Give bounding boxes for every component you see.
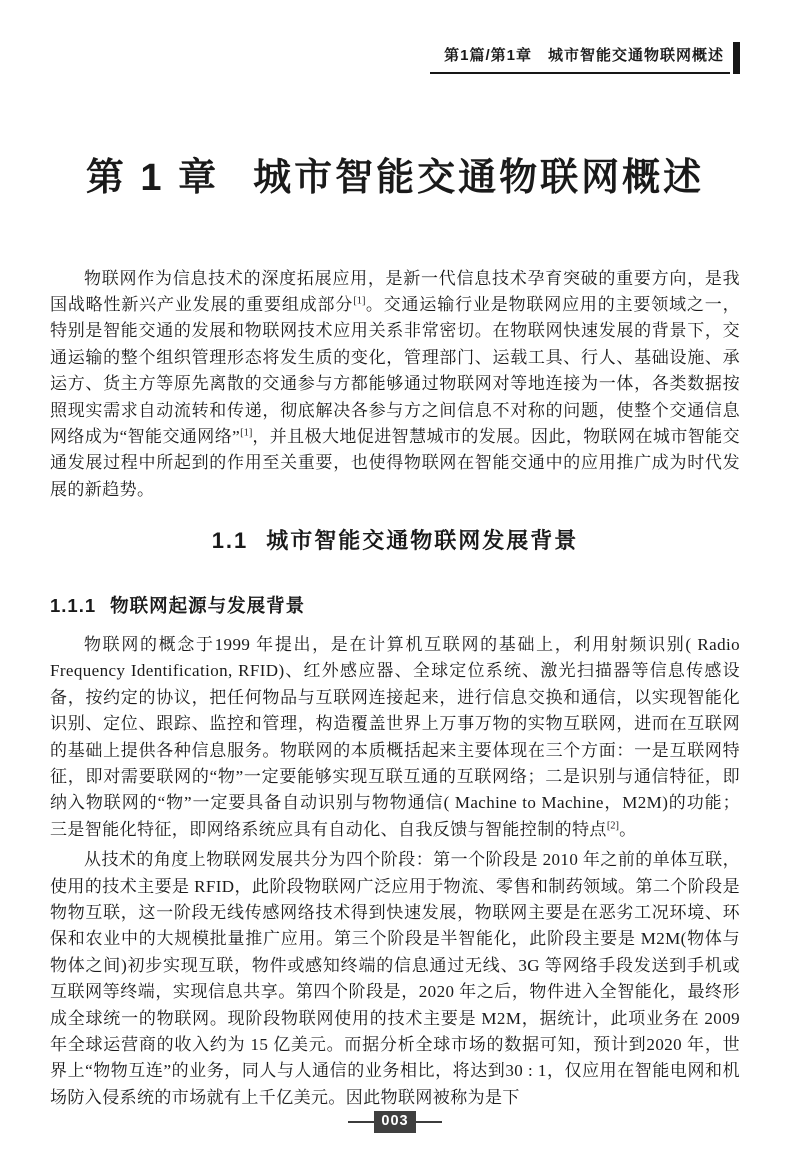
section-number: 1.1	[211, 528, 249, 554]
header-accent-bar	[733, 42, 740, 74]
section-title-text: 城市智能交通物联网发展背景	[266, 528, 579, 554]
chapter-title-text: 城市智能交通物联网概述	[253, 157, 705, 199]
origin-stages-paragraph: 从技术的角度上物联网发展共分为四个阶段：第一个阶段是 2010 年之前的单体互联，使用的技术主要是 RFID，此阶段物联网广泛应用于物流、零售和制药领域。第二个阶段是物物互联，这一阶段无线传感网络技术得到快速发展，物联网主要是在恶劣工况环境、环保和农业中的大规模批量推广应用。第三个阶段是半智能化，此阶段主要是 M2M(物体与物体之间)初步实现互联，物件或感知终端的信息通过无线、3G 等网络手段发送到手机或互联网等终端，实现信息共享。第四个阶段是，2020 年之后，物件进入全智能化，最终形成全球统一的物联网。现阶段物联网使用的技术主要是 M2M，据统计，此项业务在 2009 年全球运营商的收入约为 15 亿美元。而据分析全球市场的数据可知，预计到2020 年，世界上“物物互连”的业务，同人与人通信的业务相比，将达到30 : 1，仅应用在智能电网和机场防入侵系统的市场就有上千亿美元。因此物联网被称为是下	[50, 850, 740, 1107]
section-heading-1-1	[50, 527, 740, 556]
origin-concept-paragraph: 物联网的概念于1999 年提出，是在计算机互联网的基础上，利用射频识别( Radio Frequency Identification, RFID)、红外感应器、全球定位系统、激光扫描器等信息传感设备，按约定的协议，把任何物品与互联网连接起来，进行信息交换和通信，以实现智能化识别、定位、跟踪、监控和管理，构造覆盖世界上万事万物的实物互联网，进而在互联网的基础上提供各种信息服务。物联网的本质概括起来主要体现在三个方面：一是互联网特征，即对需要联网的“物”一定要能够实现互联互通的互联网络；二是识别与通信特征，即纳入物联网的“物”一定要具备自动识别与物物通信( Machine to Machine，M2M)的功能；三是智能化特征，即网络系统应具有自动化、自我反馈与智能控制的特点[2]。	[50, 634, 740, 839]
intro-paragraph: 物联网作为信息技术的深度拓展应用，是新一代信息技术孕育突破的重要方向，是我国战略性新兴产业发展的重要组成部分[1]。交通运输行业是物联网应用的主要领域之一，特别是智能交通的发展和物联网技术应用关系非常密切。在物联网快速发展的背景下，交通运输的整个组织管理形态将发生质的变化，管理部门、运载工具、行人、基础设施、承运方、货主方等原先离散的交通参与方都能够通过物联网对等地连接为一体，各类数据按照现实需求自动流转和传递，彻底解决各参与方之间信息不对称的问题，使整个交通信息网络成为“智能交通网络”[1]，并且极大地促进智慧城市的发展。因此，物联网在城市智能交通发展过程中所起到的作用至关重要，也使得物联网在智能交通中的应用推广成为时代发展的新趋势。	[50, 268, 740, 499]
subsection-heading-1-1-1	[50, 594, 740, 618]
running-header	[0, 42, 790, 74]
subsection-number: 1.1.1	[50, 594, 97, 616]
subsection-title-text: 物联网起源与发展背景	[110, 594, 306, 616]
chapter-title	[50, 156, 740, 202]
chapter-number: 第 1 章	[85, 157, 220, 199]
footer-rule-right	[416, 1121, 442, 1124]
page-number: 003	[374, 1111, 415, 1134]
footer-rule-left	[348, 1121, 374, 1124]
running-title: 第1篇/第1章 城市智能交通物联网概述	[430, 44, 730, 74]
page-footer	[0, 1111, 790, 1134]
